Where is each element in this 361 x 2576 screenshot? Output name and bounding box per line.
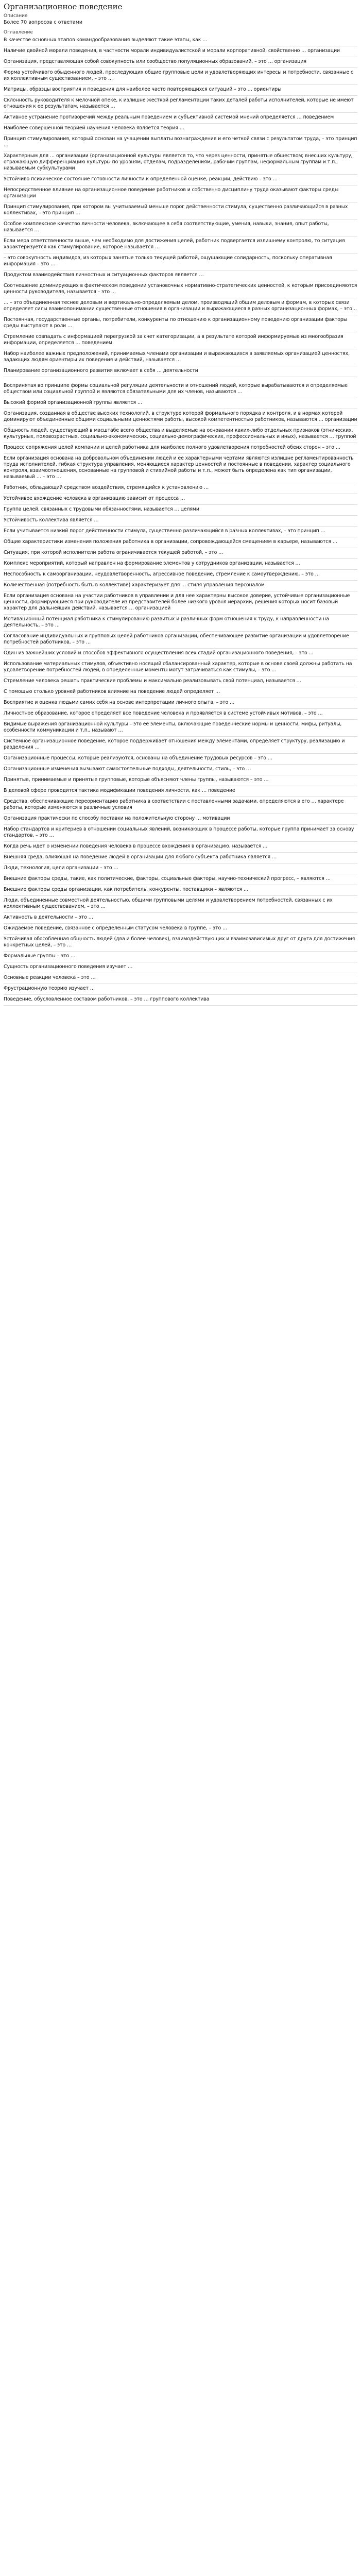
- question-text: В деловой сфере проводится тактика модификации поведения личности, как … поведение: [4, 788, 235, 793]
- question-text: Люди, технология, цели организации – это …: [4, 865, 118, 871]
- question-text: Принятые, принимаемые и принятые групповые, которые объясняют члены группы, называются – это …: [4, 777, 269, 783]
- qa-item: [4, 236, 357, 253]
- question-text: Особое комплексное качество личности человека, включающее в себя соответствующие, умения, навыки, знания, опыт работы, называется …: [4, 221, 329, 233]
- qa-item: [4, 426, 357, 443]
- question-text: Когда речь идет о изменении поведения человека в процессе вхождения в организацию, называется …: [4, 843, 268, 849]
- section-spacer: [4, 377, 357, 381]
- qa-item: [4, 632, 357, 649]
- qa-item: [4, 687, 357, 698]
- question-text: Люди, объединенные совместной деятельностью, общими групповыми целями и удовлетворением потребностей, связанных с их коллективным существованием, – это …: [4, 897, 333, 909]
- question-text: Организация, представляющая собой совокупность или сообщество популяционных образований, – это … организация: [4, 59, 306, 64]
- question-text: Комплекс мероприятий, который направлен на формирование элементов у сотрудников организации, называется …: [4, 561, 300, 566]
- qa-item: [4, 527, 357, 537]
- question-text: Внешние факторы среды организации, как потребитель, конкуренты, поставщики – являются …: [4, 887, 249, 892]
- qa-item: [4, 765, 357, 775]
- qa-item: [4, 913, 357, 924]
- qa-item: [4, 995, 357, 1006]
- question-text: Устойчивое вхождение человека в организацию зависит от процесса …: [4, 496, 185, 501]
- qa-item: [4, 298, 357, 315]
- qa-item: [4, 281, 357, 298]
- qa-item: [4, 332, 357, 349]
- qa-item: [4, 952, 357, 962]
- question-text: Сущность организационного поведения изучает …: [4, 964, 133, 970]
- question-text: Набор наиболее важных предположений, принимаемых членами организации и выражающихся в заявляемых организацией ценностях, задающих людям ориентиры их поведения и действий, называется …: [4, 351, 350, 363]
- qa-item: [4, 797, 357, 814]
- question-text: Активность в деятельности – это …: [4, 914, 93, 920]
- question-text: Стремление человека решать практические проблемы и максимально реализовывать свой потенциал, называется …: [4, 678, 301, 684]
- question-text: Стремление совпадать с информацией перегрузкой за счет категоризации, а в результате которой информируемые из многообразия информации, определяется … поведением: [4, 334, 343, 346]
- qa-item: [4, 896, 357, 913]
- question-text: Соотношение доминирующих в фактическом поведении установочных нормативно-стратегических ценностей, к которым присоединяются ценности руководителя, называется – это …: [4, 283, 357, 295]
- qa-item: [4, 863, 357, 874]
- question-text: Характерным для … организации (организационной культуры является то, что через ценности, принятые обществом; внесших культуру, отражающую дифференциацию культуры по уровням, отделам, подразделениям, рабочим группам, неформальным группам и т.п., называемым субкультурами: [4, 153, 353, 171]
- question-text: Принцип стимулирования, который основан на учащении выплаты вознаграждения и его четкой связи с результатом труда, – это принцип …: [4, 136, 357, 148]
- qa-item: [4, 581, 357, 591]
- question-text: Наиболее совершенной теорией научения человека является теория …: [4, 125, 184, 131]
- qa-item: [4, 151, 357, 175]
- question-text: Общность людей, существующий в масштабе всего общества и выделяемые на основании каких-либо отдельных признаков (этнических, культурных, половозрастных, социально-экономических, социально-демографических, профессиональных и иных), называется … группой: [4, 428, 356, 439]
- question-text: Использование материальных стимулов, объективно носящий сбалансированный характер, которые в основе своей должны работать на удовлетворение потребностей людей, в определенные моменты могут затрачиваться как стимулы, – это …: [4, 661, 352, 673]
- qa-item: [4, 537, 357, 548]
- qa-item: [4, 366, 357, 377]
- question-text: Если учитывается низкий порог действенности стимула, существенно различающийся в разных коллективах, – это принцип …: [4, 528, 325, 534]
- qa-item: [4, 36, 357, 46]
- qa-item: [4, 570, 357, 581]
- qa-item: [4, 494, 357, 505]
- page-title: Организационное поведение: [4, 2, 123, 11]
- qa-item: [4, 935, 357, 952]
- question-text: Планирование организационного развития включает в себя … деятельности: [4, 368, 198, 374]
- question-text: Организация практически по способу поставки на положительную сторону … мотивации: [4, 816, 230, 821]
- qa-item: [4, 649, 357, 659]
- question-text: Если организация основана на участии работников в управлении и для нее характерны высокое доверие, устойчивые организационные ценности, формирующиеся при руководителе из представителей более низкого уровня иерархии, решения которых носит базовый характер для дальнейших действий, называется … организацией: [4, 593, 350, 611]
- question-text: Организационные процессы, которые реализуются, основаны на объединение трудовых ресурсов – это …: [4, 755, 273, 761]
- qa-item: [4, 85, 357, 96]
- question-text: Организация, созданная в обществе высоких технологий, в структуре которой формального порядка и контроля, и в нормах которой доминируют объединенные общими социальными ценностями работы, высокой компетентностью работников, называются … организации: [4, 411, 357, 422]
- question-text: Внешняя среда, влияющая на поведение людей в организации для любого субъекта работника является …: [4, 854, 277, 860]
- description-label: Описание: [4, 13, 28, 19]
- qa-item: [4, 962, 357, 973]
- question-text: Устойчивость коллектива является …: [4, 517, 99, 523]
- question-text: – это совокупность индивидов, из которых занятые только текущей работой, ощущающие солидарность, поскольку оперативная информация – это …: [4, 255, 332, 267]
- qa-item: [4, 443, 357, 454]
- question-text: Группа целей, связанных с трудовыми обязанностями, называется … целями: [4, 506, 199, 512]
- question-text: Непосредственное влияние на организационное поведение работников и собственно дисциплину труда оказывают факторы среды организации: [4, 187, 339, 199]
- qa-item: [4, 315, 357, 332]
- question-text: С помощью столько уровней работников влияние на поведение людей определяет …: [4, 689, 220, 694]
- question-text: … – это объединенная теснее деловым и вертикально-определяемым делом, производящий общим деловым и формам, в которых связи определяет силы взаимопонимании существенные отношения в организации и выражающиеся в разных организационных формах, – это…: [4, 300, 357, 312]
- qa-item: [4, 516, 357, 527]
- question-text: Активное устранение противоречий между реальным поведением и субъективной системой мнений определяется … поведением: [4, 114, 334, 120]
- question-text: Общие характеристики изменения положения работника в организации, сопровождающейся смещением в карьере, называются …: [4, 539, 338, 545]
- qa-item: [4, 202, 357, 219]
- question-text: Ожидаемое поведение, связанное с определенным статусом человека в группе, – это …: [4, 925, 228, 931]
- qa-item: [4, 973, 357, 984]
- qa-item: [4, 709, 357, 720]
- qa-item: [4, 505, 357, 516]
- question-text: Форма устойчивого обыденного людей, преследующих общие групповые цели и удовлетворяющих интересы и потребности, связанные с их коллективным существованием, – это …: [4, 70, 353, 81]
- qa-item: [4, 659, 357, 676]
- question-text: Мотивационный потенциал работника к стимулированию развитых и различных форм отношения к труду, к направленности на деятельность, – это …: [4, 616, 329, 628]
- document-page: [0, 0, 361, 1006]
- question-text: Восприятие и оценка людьми самих себя на основе интерпретации личного опыта, – это …: [4, 700, 235, 705]
- qa-list: [4, 36, 357, 1006]
- qa-item: [4, 270, 357, 281]
- qa-item: [4, 219, 357, 236]
- qa-item: [4, 698, 357, 709]
- question-text: В качестве основных этапов командообразования выделяют такие этапы, как …: [4, 37, 208, 43]
- qa-item: [4, 548, 357, 559]
- qa-item: [4, 615, 357, 632]
- qa-item: [4, 134, 357, 151]
- qa-item: [4, 46, 357, 57]
- question-text: Продуктом взаимодействия личностных и ситуационных факторов является …: [4, 272, 204, 278]
- qa-item: [4, 842, 357, 853]
- qa-item: [4, 775, 357, 786]
- question-text: Системное организационное поведение, которое поддерживает отношения между элементами, определяет структуру, реализацию и разделения …: [4, 738, 345, 750]
- question-text: Формальные группы – это …: [4, 953, 76, 959]
- qa-item: [4, 96, 357, 113]
- question-text: Набор стандартов и критериев в отношении социальных явлений, возникающих в процессе работы, которые группа принимает за основу стандартов, – это …: [4, 826, 354, 838]
- question-text: Фрустрационную теорию изучает …: [4, 986, 95, 991]
- question-text: Работник, обладающий средством воздействия, стремящийся к установлению …: [4, 485, 209, 490]
- question-text: Личностное образование, которое определяет все поведение человека и проявляется в системе устойчивых мотивов, – это …: [4, 710, 323, 716]
- question-text: Согласование индивидуальных и групповых целей работников организации, обеспечивающее развитие организации и удовлетворение потребностей работников, – это …: [4, 633, 349, 645]
- question-text: Один из важнейших условий и способов эффективного осуществления всех стадий организационного поведения, – это …: [4, 650, 314, 656]
- qa-item: [4, 754, 357, 765]
- question-text: Неспособность к самоорганизации, неудовлетворенность, агрессивное поведение, стремление к самоутверждению, – это …: [4, 571, 320, 577]
- qa-item: [4, 559, 357, 570]
- qa-item: [4, 737, 357, 754]
- question-text: Устойчивая обособленная общность людей (два и более человек), взаимодействующих и взаимозависимых друг от друга для достижения конкретных целей, – это …: [4, 936, 355, 948]
- question-text: Если организация основана на добровольном объединении людей и ее характерными чертами являются излишне регламентированность труда исполнителей, гибкая структура управления, меняющиеся характер ценностей и постоянные в поведении, характер социального контроля, взаимоотношения, основанные на групповой и стихийной работы и т.п., может быть определена как тип организации, называемый … – это …: [4, 455, 354, 480]
- qa-item: [4, 381, 357, 398]
- qa-item: [4, 68, 357, 85]
- question-text: Внешние факторы среды, такие, как политические, факторы, социальные факторы, научно-технический прогресс, – являются …: [4, 876, 331, 882]
- question-text: Процесс сопряжения целей компании и целей работника для наиболее полного удовлетворения потребностей обеих сторон – это …: [4, 445, 341, 450]
- qa-item: [4, 720, 357, 737]
- qa-item: [4, 984, 357, 995]
- question-text: Устойчиво психическое состояние готовности личности к определенной оценке, реакции, действию – это …: [4, 176, 278, 182]
- qa-item: [4, 676, 357, 687]
- question-text: Поведение, обусловленное составом работников, – это … группового коллектива: [4, 996, 210, 1002]
- question-text: Ситуация, при которой исполнители работа ограничивается текущей работой, – это …: [4, 550, 224, 555]
- toc-label: Оглавление: [4, 30, 33, 35]
- qa-item: [4, 874, 357, 885]
- qa-item: [4, 924, 357, 935]
- qa-item: [4, 175, 357, 185]
- qa-item: [4, 454, 357, 483]
- qa-item: [4, 349, 357, 366]
- question-text: Количественная (потребность быть в коллективе) характеризует для … стиля управления персоналом: [4, 582, 265, 588]
- qa-item: [4, 483, 357, 494]
- question-text: Высокий формой организационной группы является …: [4, 400, 143, 405]
- qa-item: [4, 398, 357, 409]
- qa-item: [4, 409, 357, 426]
- question-text: Основные реакции человека – это …: [4, 975, 96, 980]
- qa-item: [4, 814, 357, 825]
- qa-item: [4, 885, 357, 896]
- question-text: Принцип стимулирования, при котором вы учитываемый меньше порог действенности стимула, существенно различающийся в разных коллективах, – это принцип …: [4, 204, 348, 216]
- question-text: Склонность руководителя к мелочной опеке, к излишне жесткой регламентации таких деталей работы исполнителей, которые не имеют отношения к ее результатам, называется …: [4, 97, 354, 109]
- qa-item: [4, 253, 357, 270]
- qa-item: [4, 853, 357, 863]
- question-text: Наличие двойной морали поведения, в частности морали индивидуалистской и морали корпоративной, свойственно … организации: [4, 48, 340, 54]
- question-text: Постоянная, государственные органы, потребители, конкуренты по отношению к организационному поведению организации факторы среды выступают в роли …: [4, 317, 348, 329]
- qa-item: [4, 786, 357, 797]
- qa-item: [4, 113, 357, 124]
- question-text: Видимые выражения организационной культуры – это ее элементы, включающие поведенческие нормы и ценности, мифы, ритуалы, особенности коммуникации и т.п., называют …: [4, 721, 342, 733]
- question-text: Организационные изменения вызывают самостоятельные подходы, деятельности, стиль, – это …: [4, 766, 251, 772]
- question-text: Воспринятая во принципе формы социальной регуляции деятельности и отношений людей, которые вырабатываются и определяемые обществом или социальной группой и являются обязательными для их членов, называются …: [4, 383, 348, 395]
- question-text: Матрицы, образцы восприятия и поведения для наиболее часто повторяющихся ситуаций – это … ориентиры: [4, 87, 282, 92]
- question-text: Средства, обеспечивающие переориентацию работника в соответствии с поставленными задачами, определяются в его … характере работы, которые изменяются в различные условия: [4, 799, 344, 810]
- qa-item: [4, 124, 357, 134]
- qa-item: [4, 825, 357, 842]
- qa-item: [4, 591, 357, 615]
- qa-item: [4, 185, 357, 202]
- question-text: Если мера ответственности выше, чем необходимо для достижения целей, работник подвергается излишнему контролю, то ситуация характеризуется как стимулирование, которое называется …: [4, 238, 345, 250]
- qa-item: [4, 57, 357, 68]
- description-value: Более 70 вопросов с ответами: [4, 20, 83, 25]
